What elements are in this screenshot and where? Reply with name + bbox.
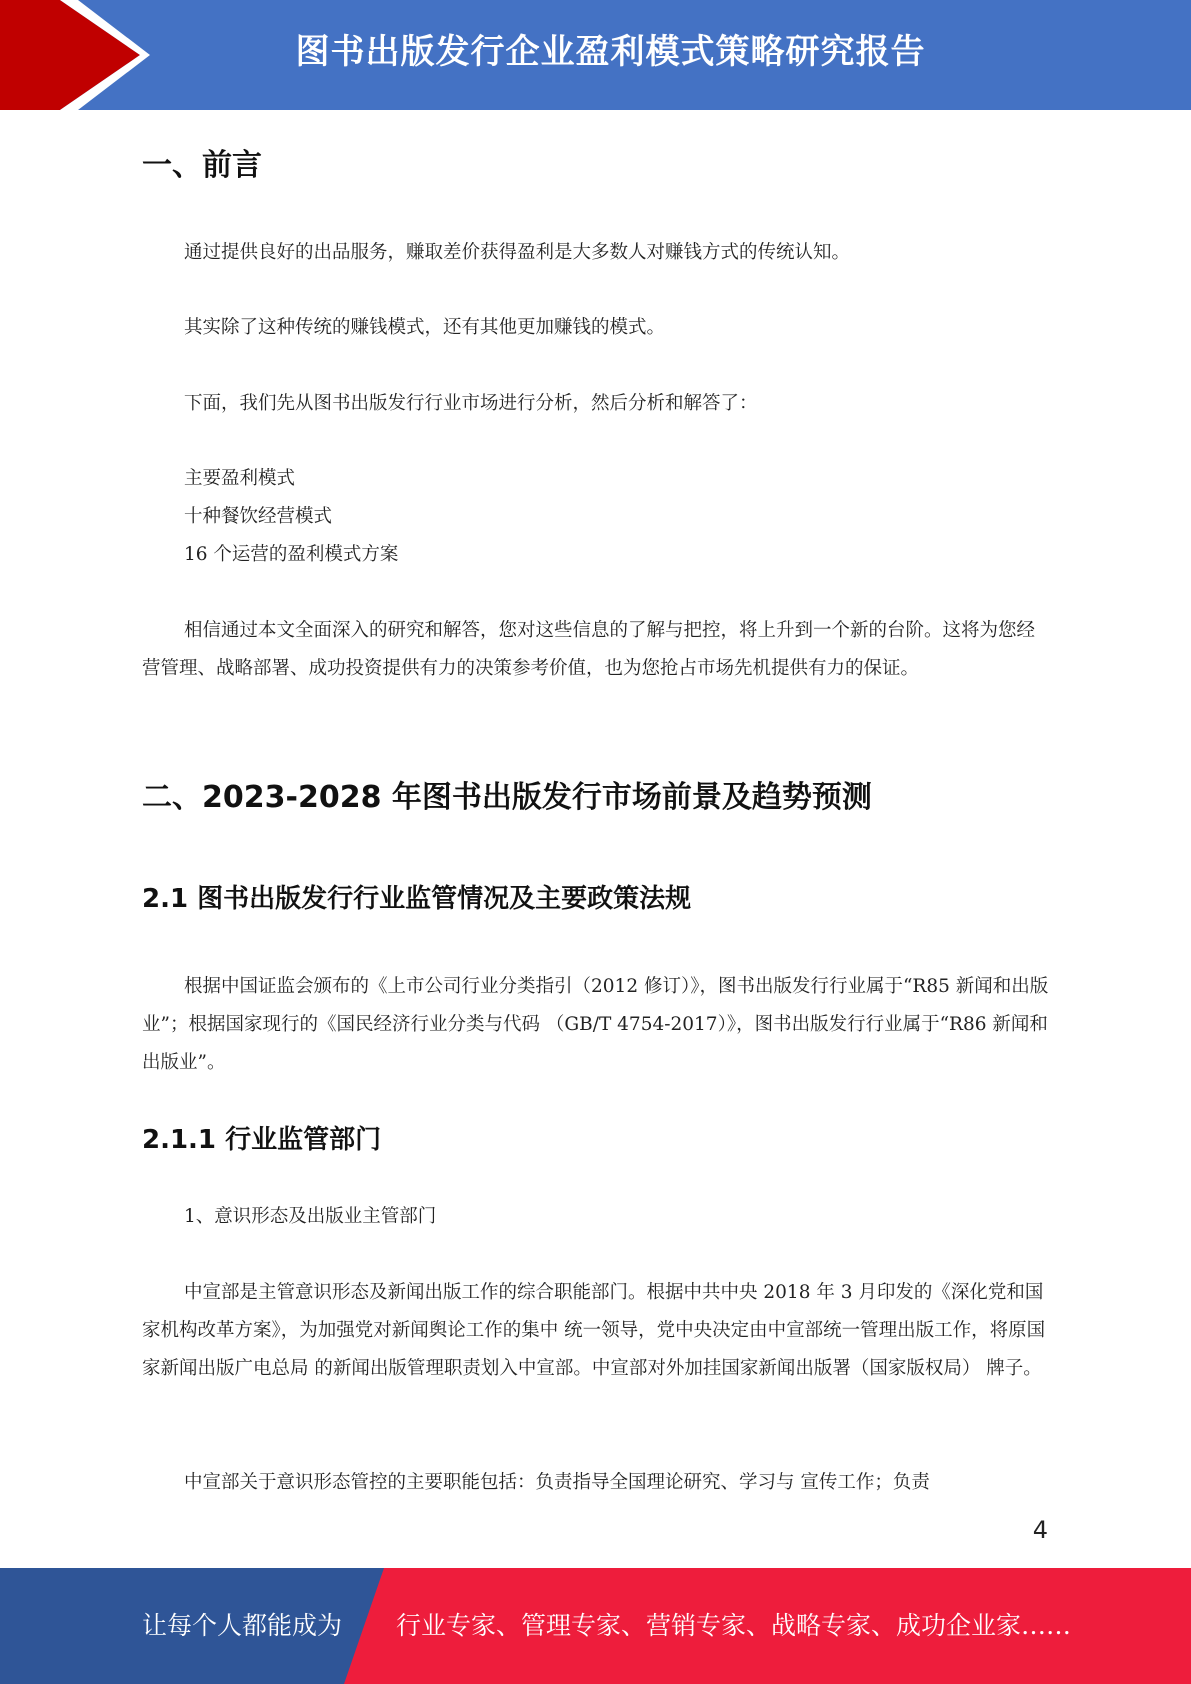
paragraph: 根据中国证监会颁布的《上市公司行业分类指引（2012 修订）》，图书出版发行行业属于“R85 新闻和出版业”；根据国家现行的《国民经济行业分类与代码 （GB/T 4754-2017）》，图书出版发行行业属于“R86 新闻和出版业”。 (142, 976, 1049, 1073)
report-title: 图书出版发行企业盈利模式策略研究报告 (295, 32, 926, 72)
list-item: 16 个运营的盈利模式方案 (184, 544, 399, 565)
paragraph: 相信通过本文全面深入的研究和解答，您对这些信息的了解与把控，将上升到一个新的台阶。这将为您经营管理、战略部署、成功投资提供有力的决策参考价值，也为您抢占市场先机提供有力的保证。 (142, 620, 1036, 679)
paragraph: 中宣部关于意识形态管控的主要职能包括：负责指导全国理论研究、学习与 宣传工作；负责 (184, 1472, 930, 1493)
section-heading-forecast: 二、2023-2028 年图书出版发行市场前景及趋势预测 (142, 780, 872, 815)
paragraph: 中宣部是主管意识形态及新闻出版工作的综合职能部门。根据中共中央 2018 年 3 月印发的《深化党和国家机构改革方案》，为加强党对新闻舆论工作的集中 统一领导，党中央决定由中宣部统一管理出版工作，将原国家新闻出版广电总局 的新闻出版管理职责划入中宣部。中宣部对外加挂国家新闻出版署（国家版权局） 牌子。 (142, 1282, 1046, 1379)
paragraph: 下面，我们先从图书出版发行行业市场进行分析，然后分析和解答了： (184, 393, 758, 414)
paragraph: 1、意识形态及出版业主管部门 (184, 1206, 437, 1227)
subsection-heading: 2.1 图书出版发行行业监管情况及主要政策法规 (142, 884, 692, 914)
footer-slogan-right: 行业专家、管理专家、营销专家、战略专家、成功企业家…… (396, 1611, 1072, 1640)
subsection-heading: 2.1.1 行业监管部门 (142, 1125, 382, 1155)
list-item: 主要盈利模式 (184, 468, 296, 489)
section-heading-preface: 一、前言 (142, 148, 262, 183)
list-item: 十种餐饮经营模式 (184, 506, 333, 527)
paragraph: 通过提供良好的出品服务，赚取差价获得盈利是大多数人对赚钱方式的传统认知。 (184, 242, 851, 263)
paragraph: 其实除了这种传统的赚钱模式，还有其他更加赚钱的模式。 (184, 317, 666, 338)
footer-slogan-left: 让每个人都能成为 (142, 1611, 343, 1640)
page-footer (0, 1568, 1191, 1684)
topic-list (184, 460, 1044, 574)
page-number: 4 (1032, 1516, 1048, 1544)
page-header (0, 0, 1191, 110)
